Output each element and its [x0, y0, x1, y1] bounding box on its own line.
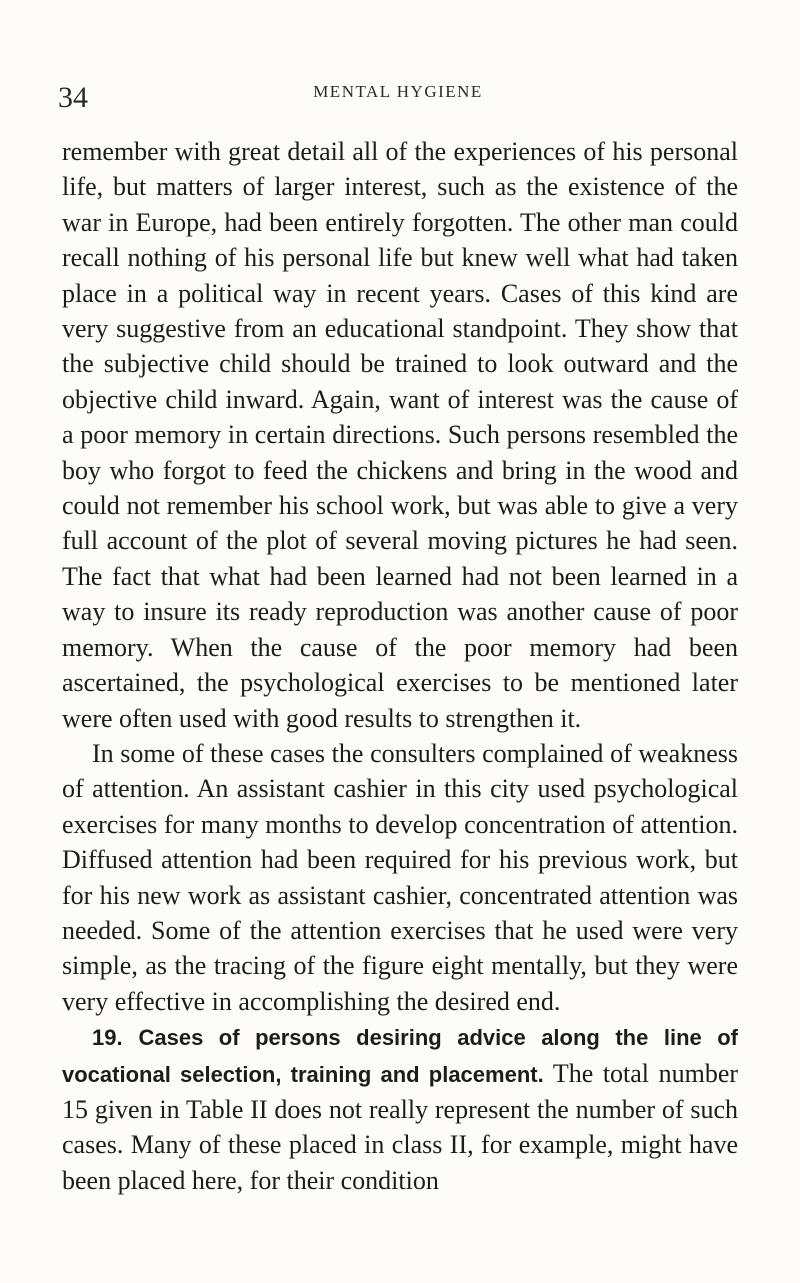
- section-paragraph: [62, 1019, 738, 1198]
- paragraph: remember with great detail all of the experiences of his personal life, but matters of larger interest, such as the existence of the war in Europe, had been entirely forgotten. The other man could recall nothing of his personal life but knew well what had taken place in a political way in recent years. Cases of this kind are very suggestive from an educational standpoint. They show that the subjective child should be trained to look outward and the objective child inward. Again, want of interest was the cause of a poor memory in certain directions. Such persons resembled the boy who forgot to feed the chickens and bring in the wood and could not remember his school work, but was able to give a very full account of the plot of several moving pictures he had seen. The fact that what had been learned had not been learned in a way to insure its ready reproduction was another cause of poor memory. When the cause of the poor memory had been ascertained, the psychological exercises to be mentioned later were often used with good results to strengthen it.: [62, 137, 738, 733]
- section-heading: Cases of persons desiring advice along the line of vocational selection, training and placement.: [62, 1025, 739, 1087]
- running-title: MENTAL HYGIENE: [313, 82, 483, 101]
- page-header: [58, 78, 738, 118]
- paragraph: In some of these cases the consulters complained of weakness of attention. An assistant cashier in this city used psychological exercises for many months to develop concentration of attention. Diffused attention had been required for his previous work, but for his new work as assistant cashier, concentrated attention was needed. Some of the attention exercises that he used were very simple, as the tracing of the figure eight mentally, but they were very effective in accomplishing the desired end.: [62, 738, 738, 1016]
- section-body: The total number 15 given in Table II does not really represent the number of such cases. Many of these placed in class II, for example, might have been placed here, for their condition: [62, 1058, 739, 1195]
- page-number: 34: [58, 81, 88, 114]
- section-number: 19.: [92, 1025, 123, 1051]
- body-text: [62, 134, 738, 1198]
